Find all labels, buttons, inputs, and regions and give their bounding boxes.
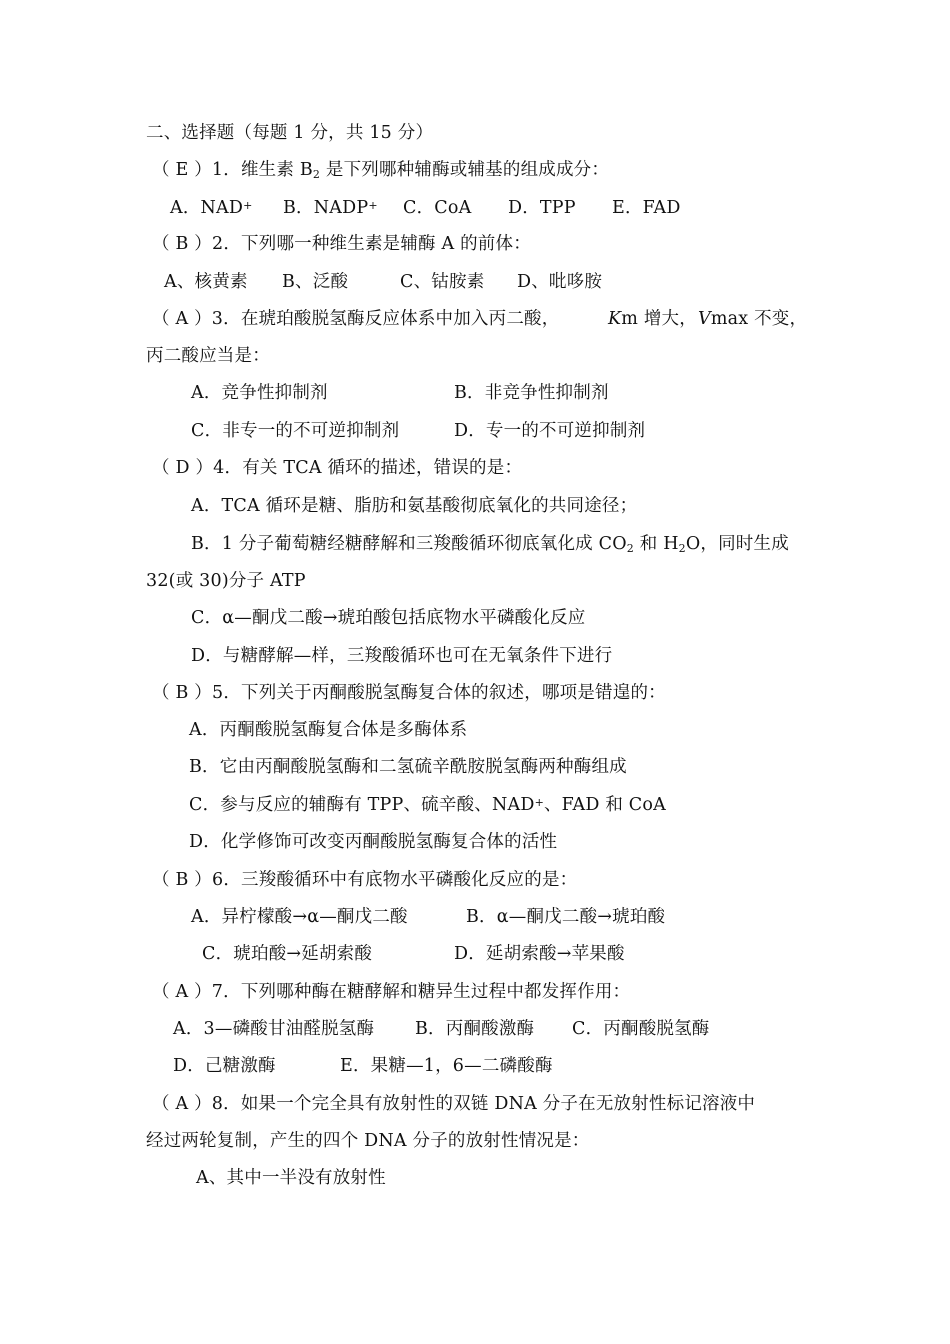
question-4-option-b: B．1 分子葡萄糖经糖酵解和三羧酸循环彻底氧化成 $CO_2$ 和 $H_2O$，同时生成 [191,534,789,555]
question-2-stem: 下列哪一种维生素是辅酶 A 的前体： [241,234,531,254]
question-5-answer: B [175,683,189,703]
option-d: D．TPP [508,198,576,218]
question-5: （ B ）5．下列关于丙酮酸脱氢酶复合体的叙述，哪项是错遑的： [152,683,666,703]
option-d: D．己糖激酶 [173,1056,276,1076]
question-6-answer: B [175,870,189,890]
option-a: A、核黄素 [164,272,248,292]
question-3-options-row1 [0,382,950,404]
option-b: B、泛酸 [282,272,349,292]
question-5-option-c: C．参与反应的辅酶有 TPP、硫辛酸、NAD+、FAD 和 CoA [189,795,666,815]
option-a: A．异柠檬酸→α—酮戊二酸 [191,907,408,927]
question-6: （ B ）6．三羧酸循环中有底物水平磷酸化反应的是： [152,870,578,890]
question-2-options [0,271,950,293]
option-c: C．丙酮酸脱氢酶 [572,1019,710,1039]
question-3-answer: A [175,309,189,329]
question-6-stem: 三羧酸循环中有底物水平磷酸化反应的是： [241,870,578,890]
option-b: B．NADP+ [283,198,378,218]
question-4-stem: 有关 TCA 循环的描述，错误的是： [242,458,523,478]
question-4-option-d: D．与糖酵解—样，三羧酸循环也可在无氧条件下进行 [191,646,613,666]
question-5-stem: 下列关于丙酮酸脱氢酶复合体的叙述，哪项是错遑的： [241,683,666,703]
question-8-stem: 如果一个完全具有放射性的双链 DNA 分子在无放射性标记溶液中 [240,1094,756,1114]
question-3-stem: 在琥珀酸脱氢酶反应体系中加入丙二酸， [240,309,560,329]
question-3: （ A ）3．在琥珀酸脱氢酶反应体系中加入丙二酸， Km 增大， Vmax 不变， [152,309,808,329]
option-e: E．果糖—1，6—二磷酸酶 [340,1056,553,1076]
option-a: A．3—磷酸甘油醛脱氢酶 [173,1019,375,1039]
question-8: （ A ）8．如果一个完全具有放射性的双链 DNA 分子在无放射性标记溶液中 [152,1094,756,1114]
question-8-option-a: A、其中一半没有放射性 [196,1168,386,1188]
option-d: D．专一的不可逆抑制剂 [454,421,646,441]
question-8-stem-continued: 经过两轮复制，产生的四个 DNA 分子的放射性情况是： [146,1131,590,1151]
question-4-option-a: A．TCA 循环是糖、脂肪和氨基酸彻底氧化的共同途径； [191,496,638,516]
question-7-options-row1 [0,1018,950,1040]
question-7-options-row2 [0,1055,950,1077]
question-2: （ B ）2．下列哪一种维生素是辅酶 A 的前体： [152,234,531,254]
option-c: C、钴胺素 [400,272,485,292]
option-a: A．NAD+ [170,198,253,218]
question-7-stem: 下列哪种酶在糖酵解和糖异生过程中都发挥作用： [240,982,631,1002]
option-b: B．非竞争性抑制剂 [454,383,609,403]
question-8-answer: A [175,1094,189,1114]
question-7: （ A ）7．下列哪种酶在糖酵解和糖异生过程中都发挥作用： [152,982,631,1002]
question-1: （ E ）1．维生素 $B_2$ 是下列哪种辅酶或辅基的组成成分： [152,160,610,181]
question-3-options-row2 [0,420,950,442]
question-4-answer: D [175,458,190,478]
question-4-option-c: C．α—酮戊二酸→琥珀酸包括底物水平磷酸化反应 [191,608,586,628]
question-1-options [0,197,950,219]
option-d: D、吡哆胺 [517,272,603,292]
option-c: C．CoA [403,198,472,218]
question-6-options-row1 [0,906,950,928]
option-b: B．丙酮酸激酶 [415,1019,535,1039]
question-1-answer: E [175,160,189,180]
vmax-label: Vmax 不变， [698,309,808,329]
option-c: C．琥珀酸→延胡索酸 [202,944,373,964]
question-5-option-a: A．丙酮酸脱氢酶复合体是多酶体系 [189,720,468,740]
option-b: B．α—酮戊二酸→琥珀酸 [466,907,666,927]
question-4-option-b-continued: 32(或 30)分子 ATP [146,571,306,591]
question-4: （ D ）4．有关 TCA 循环的描述，错误的是： [152,458,523,478]
question-3-stem-continued: 丙二酸应当是： [146,346,270,366]
question-1-number: 1． [211,160,241,180]
question-6-options-row2 [0,943,950,965]
question-5-option-d: D．化学修饰可改变丙酮酸脱氢酶复合体的活性 [189,832,558,852]
question-2-answer: B [175,234,189,254]
km-label: Km 增大， [608,309,697,329]
question-7-answer: A [175,982,189,1002]
option-c: C．非专一的不可逆抑制剂 [191,421,400,441]
option-a: A．竞争性抑制剂 [191,383,328,403]
answer-bracket-open: （ [152,160,176,180]
option-e: E．FAD [612,198,681,218]
question-1-stem: 维生素 B [240,160,313,180]
question-5-option-b: B．它由丙酮酸脱氢酶和二氢硫辛酰胺脱氢酶两种酶组成 [189,757,627,777]
section-title: 二、选择题（每题 1 分，共 15 分） [146,123,434,143]
option-d: D．延胡索酸→苹果酸 [454,944,625,964]
